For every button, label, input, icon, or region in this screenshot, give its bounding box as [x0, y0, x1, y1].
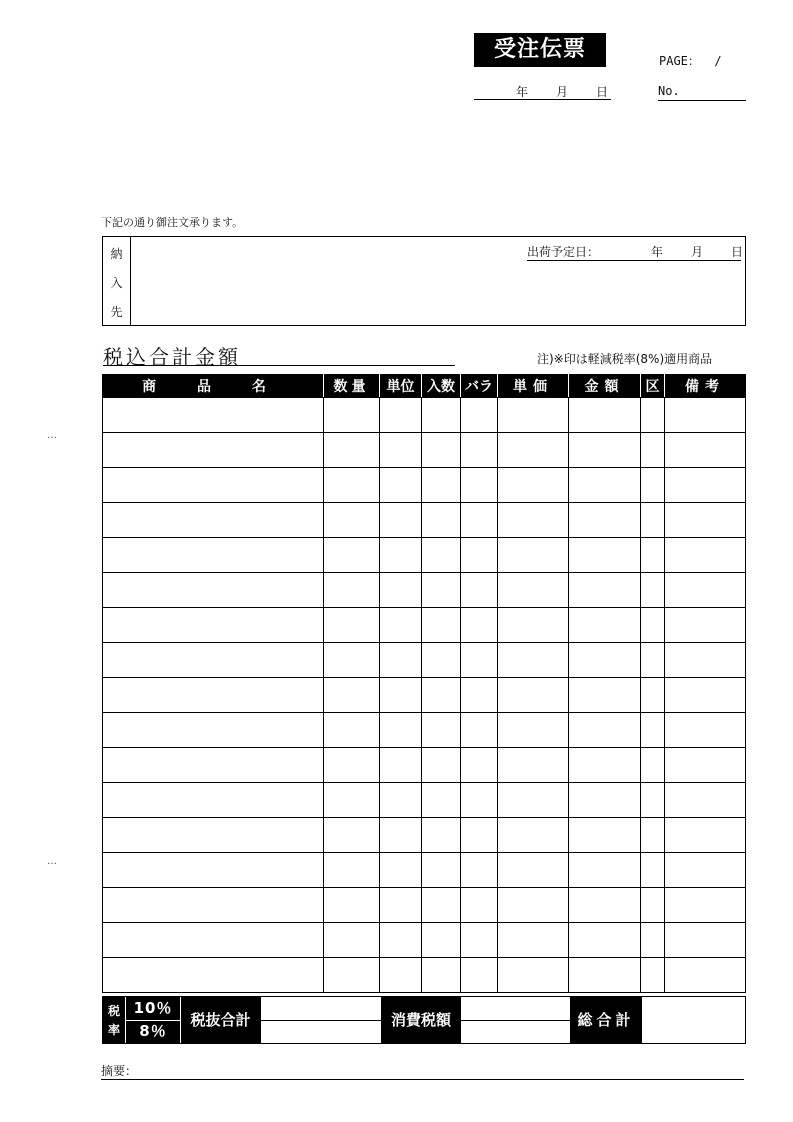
- table-cell[interactable]: [498, 818, 569, 853]
- destination-label-column: [103, 237, 131, 325]
- table-cell[interactable]: [103, 888, 324, 923]
- table-cell[interactable]: [665, 958, 746, 993]
- table-cell[interactable]: [665, 468, 746, 503]
- table-cell[interactable]: [569, 433, 641, 468]
- table-cell[interactable]: [380, 538, 422, 573]
- table-cell[interactable]: [498, 923, 569, 958]
- table-cell[interactable]: [461, 748, 498, 783]
- destination-label-char: 入: [110, 276, 123, 290]
- grand-total-value-cell: [642, 997, 745, 1043]
- table-cell[interactable]: [324, 503, 380, 538]
- table-cell[interactable]: [461, 958, 498, 993]
- table-cell[interactable]: [641, 643, 665, 678]
- table-cell[interactable]: [498, 888, 569, 923]
- table-row: [103, 468, 746, 503]
- document-title: 受注伝票: [474, 33, 606, 67]
- table-cell[interactable]: [103, 853, 324, 888]
- table-cell[interactable]: [422, 818, 461, 853]
- table-cell[interactable]: [641, 783, 665, 818]
- table-cell[interactable]: [103, 818, 324, 853]
- table-row: [103, 573, 746, 608]
- table-cell[interactable]: [103, 573, 324, 608]
- ship-date-line: [527, 260, 741, 261]
- table-row: [103, 538, 746, 573]
- table-cell[interactable]: [641, 398, 665, 433]
- table-cell[interactable]: [380, 958, 422, 993]
- table-cell[interactable]: [665, 748, 746, 783]
- table-cell[interactable]: [422, 748, 461, 783]
- table-cell[interactable]: [103, 468, 324, 503]
- destination-label-char: 納: [110, 247, 123, 261]
- table-cell[interactable]: [641, 888, 665, 923]
- header-year-label: 年: [516, 85, 529, 99]
- table-cell[interactable]: [422, 643, 461, 678]
- table-row: [103, 888, 746, 923]
- table-cell[interactable]: [665, 923, 746, 958]
- table-cell[interactable]: [569, 783, 641, 818]
- header-date-line: [474, 99, 611, 100]
- table-cell[interactable]: [569, 468, 641, 503]
- document-number-line: [658, 100, 746, 101]
- ship-month-label: 月: [691, 245, 704, 259]
- table-cell[interactable]: [103, 958, 324, 993]
- table-row: [103, 853, 746, 888]
- column-header-remarks: 備考: [665, 375, 746, 398]
- table-cell[interactable]: [665, 398, 746, 433]
- table-cell[interactable]: [103, 398, 324, 433]
- table-cell[interactable]: [665, 433, 746, 468]
- ship-date-label: 出荷予定日：: [527, 245, 600, 259]
- table-cell[interactable]: [380, 503, 422, 538]
- header-month-label: 月: [556, 85, 569, 99]
- table-cell[interactable]: [569, 573, 641, 608]
- table-cell[interactable]: [380, 573, 422, 608]
- table-cell[interactable]: [422, 433, 461, 468]
- table-cell[interactable]: [422, 608, 461, 643]
- table-cell[interactable]: [103, 783, 324, 818]
- tax-rate-10: 10％: [126, 997, 180, 1021]
- column-header-unit-price: 単価: [498, 375, 569, 398]
- table-cell[interactable]: [498, 503, 569, 538]
- tax-rate-label-cell: [103, 997, 125, 1043]
- ship-day-label: 日: [731, 245, 744, 259]
- table-cell[interactable]: [422, 958, 461, 993]
- fold-mark: …: [47, 856, 57, 867]
- table-cell[interactable]: [641, 538, 665, 573]
- summary-row: [102, 996, 746, 1044]
- table-cell[interactable]: [569, 678, 641, 713]
- grand-total-label: 総合計: [570, 997, 642, 1043]
- column-header-category: 区: [641, 375, 665, 398]
- table-cell[interactable]: [324, 818, 380, 853]
- table-cell[interactable]: [461, 468, 498, 503]
- table-cell[interactable]: [461, 573, 498, 608]
- header-day-label: 日: [596, 85, 609, 99]
- table-row: [103, 923, 746, 958]
- table-cell[interactable]: [422, 713, 461, 748]
- table-cell[interactable]: [665, 503, 746, 538]
- table-cell[interactable]: [498, 678, 569, 713]
- table-cell[interactable]: [641, 713, 665, 748]
- table-cell[interactable]: [324, 923, 380, 958]
- intro-text: 下記の通り御注文承ります。: [101, 216, 244, 229]
- table-cell[interactable]: [569, 748, 641, 783]
- column-header-amount: 金額: [569, 375, 641, 398]
- fold-mark: …: [47, 430, 57, 441]
- table-cell[interactable]: [324, 608, 380, 643]
- table-cell[interactable]: [461, 538, 498, 573]
- items-table: [102, 374, 746, 993]
- column-header-quantity: 数量: [324, 375, 380, 398]
- table-cell[interactable]: [498, 643, 569, 678]
- table-cell[interactable]: [103, 538, 324, 573]
- table-cell[interactable]: [461, 503, 498, 538]
- total-amount-line: [103, 365, 455, 366]
- memo-label: 摘要：: [101, 1064, 138, 1078]
- table-cell[interactable]: [498, 958, 569, 993]
- tax-rate-char: 税: [107, 1004, 120, 1018]
- reduced-tax-note: 注)※印は軽減税率(8%)適用商品: [537, 352, 713, 366]
- column-header-product-name: 商 品 名: [103, 375, 324, 398]
- table-cell[interactable]: [380, 783, 422, 818]
- ship-year-label: 年: [651, 245, 664, 259]
- table-cell[interactable]: [461, 783, 498, 818]
- tax-rate-char: 率: [107, 1023, 120, 1037]
- table-row: [103, 503, 746, 538]
- table-cell[interactable]: [380, 643, 422, 678]
- table-cell[interactable]: [380, 433, 422, 468]
- table-cell[interactable]: [422, 888, 461, 923]
- table-cell[interactable]: [569, 818, 641, 853]
- table-cell[interactable]: [569, 713, 641, 748]
- table-cell[interactable]: [665, 818, 746, 853]
- table-cell[interactable]: [498, 398, 569, 433]
- table-cell[interactable]: [665, 573, 746, 608]
- table-cell[interactable]: [569, 958, 641, 993]
- table-cell[interactable]: [569, 643, 641, 678]
- table-cell[interactable]: [641, 468, 665, 503]
- table-cell[interactable]: [103, 643, 324, 678]
- table-row: [103, 783, 746, 818]
- table-cell[interactable]: [461, 398, 498, 433]
- table-cell[interactable]: [324, 958, 380, 993]
- table-cell[interactable]: [665, 608, 746, 643]
- tax-included-total-label: 税込合計金額: [103, 345, 241, 369]
- table-cell[interactable]: [569, 853, 641, 888]
- table-cell[interactable]: [461, 713, 498, 748]
- table-cell[interactable]: [498, 783, 569, 818]
- table-row: [103, 608, 746, 643]
- table-cell[interactable]: [641, 923, 665, 958]
- table-cell[interactable]: [461, 888, 498, 923]
- table-cell[interactable]: [324, 853, 380, 888]
- table-cell[interactable]: [324, 468, 380, 503]
- tax-amount-label: 消費税額: [381, 997, 461, 1043]
- table-header-row: [103, 375, 746, 398]
- tax-amount-value-cell: [461, 997, 570, 1043]
- table-cell[interactable]: [569, 398, 641, 433]
- table-cell[interactable]: [422, 678, 461, 713]
- table-cell[interactable]: [641, 573, 665, 608]
- table-cell[interactable]: [498, 748, 569, 783]
- table-cell[interactable]: [665, 643, 746, 678]
- table-cell[interactable]: [461, 853, 498, 888]
- table-cell[interactable]: [380, 818, 422, 853]
- table-cell[interactable]: [665, 888, 746, 923]
- table-cell[interactable]: [641, 748, 665, 783]
- table-cell[interactable]: [324, 433, 380, 468]
- table-cell[interactable]: [641, 678, 665, 713]
- table-cell[interactable]: [103, 503, 324, 538]
- table-cell[interactable]: [324, 573, 380, 608]
- table-row: [103, 818, 746, 853]
- table-cell[interactable]: [324, 888, 380, 923]
- table-cell[interactable]: [380, 748, 422, 783]
- destination-label-char: 先: [110, 305, 123, 319]
- table-cell[interactable]: [324, 538, 380, 573]
- table-cell[interactable]: [422, 783, 461, 818]
- table-cell[interactable]: [569, 888, 641, 923]
- table-cell[interactable]: [380, 713, 422, 748]
- table-row: [103, 713, 746, 748]
- table-cell[interactable]: [665, 853, 746, 888]
- table-cell[interactable]: [665, 783, 746, 818]
- table-cell[interactable]: [380, 608, 422, 643]
- memo-line: [101, 1079, 744, 1080]
- table-cell[interactable]: [665, 713, 746, 748]
- table-row: [103, 678, 746, 713]
- table-cell[interactable]: [641, 853, 665, 888]
- table-cell[interactable]: [641, 958, 665, 993]
- table-cell[interactable]: [324, 748, 380, 783]
- table-cell[interactable]: [422, 468, 461, 503]
- table-cell[interactable]: [569, 923, 641, 958]
- table-row: [103, 643, 746, 678]
- table-cell[interactable]: [422, 923, 461, 958]
- table-cell[interactable]: [641, 503, 665, 538]
- table-row: [103, 958, 746, 993]
- table-cell[interactable]: [461, 923, 498, 958]
- table-cell[interactable]: [461, 643, 498, 678]
- table-cell[interactable]: [324, 713, 380, 748]
- column-header-loose: バラ: [461, 375, 498, 398]
- table-cell[interactable]: [380, 398, 422, 433]
- table-cell[interactable]: [569, 503, 641, 538]
- table-cell[interactable]: [380, 853, 422, 888]
- table-cell[interactable]: [665, 678, 746, 713]
- document-number-label: No.: [658, 84, 680, 98]
- column-header-pack-count: 入数: [422, 375, 461, 398]
- page-counter: PAGE： /: [659, 54, 722, 68]
- table-cell[interactable]: [103, 713, 324, 748]
- table-cell[interactable]: [380, 888, 422, 923]
- table-cell[interactable]: [498, 713, 569, 748]
- table-cell[interactable]: [569, 538, 641, 573]
- table-cell[interactable]: [641, 818, 665, 853]
- table-cell[interactable]: [103, 923, 324, 958]
- tax-rate-cell: [125, 997, 180, 1043]
- table-cell[interactable]: [422, 503, 461, 538]
- table-cell[interactable]: [103, 748, 324, 783]
- table-cell[interactable]: [103, 433, 324, 468]
- table-cell[interactable]: [324, 398, 380, 433]
- table-cell[interactable]: [461, 433, 498, 468]
- table-cell[interactable]: [380, 678, 422, 713]
- table-cell[interactable]: [103, 678, 324, 713]
- subtotal-value-cell: [260, 997, 381, 1043]
- table-cell[interactable]: [665, 538, 746, 573]
- table-row: [103, 748, 746, 783]
- tax-rate-8: 8％: [139, 1022, 167, 1040]
- table-cell[interactable]: [641, 608, 665, 643]
- table-cell[interactable]: [422, 538, 461, 573]
- table-cell[interactable]: [324, 783, 380, 818]
- table-row: [103, 433, 746, 468]
- table-cell[interactable]: [380, 468, 422, 503]
- table-row: [103, 398, 746, 433]
- table-cell[interactable]: [461, 818, 498, 853]
- subtotal-label: 税抜合計: [180, 997, 260, 1043]
- table-cell[interactable]: [103, 608, 324, 643]
- table-cell[interactable]: [641, 433, 665, 468]
- table-cell[interactable]: [324, 678, 380, 713]
- delivery-destination-box: [102, 236, 746, 326]
- table-cell[interactable]: [422, 573, 461, 608]
- table-cell[interactable]: [422, 398, 461, 433]
- table-cell[interactable]: [498, 538, 569, 573]
- table-cell[interactable]: [498, 433, 569, 468]
- table-cell[interactable]: [498, 608, 569, 643]
- table-cell[interactable]: [498, 853, 569, 888]
- table-cell[interactable]: [498, 573, 569, 608]
- column-header-unit: 単位: [380, 375, 422, 398]
- table-cell[interactable]: [498, 468, 569, 503]
- table-cell[interactable]: [569, 608, 641, 643]
- table-cell[interactable]: [461, 608, 498, 643]
- table-cell[interactable]: [461, 678, 498, 713]
- table-cell[interactable]: [380, 923, 422, 958]
- table-cell[interactable]: [324, 643, 380, 678]
- table-cell[interactable]: [422, 853, 461, 888]
